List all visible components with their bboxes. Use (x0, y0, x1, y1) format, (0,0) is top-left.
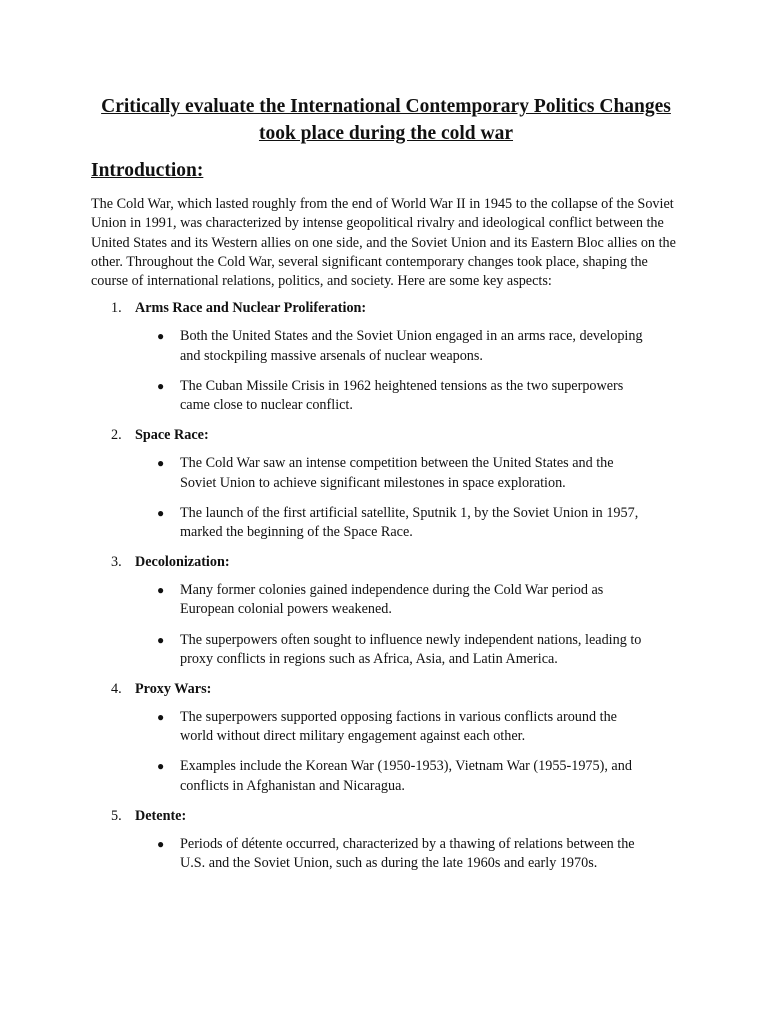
section-heading (91, 680, 681, 699)
section-number: 5. (111, 807, 122, 824)
section-label: Space Race: (135, 427, 209, 444)
bullet-dot-icon: ● (157, 505, 165, 520)
bullet-dot-icon: ● (157, 378, 165, 393)
bullet-list (91, 454, 681, 542)
bullet-dot-icon: ● (157, 329, 165, 344)
bullet-list (91, 835, 681, 873)
section-label: Proxy Wars: (135, 680, 212, 697)
section-heading (91, 426, 681, 445)
numbered-section (91, 426, 681, 542)
bullet-list (91, 708, 681, 796)
title-line-1: Critically evaluate the International Contemporary Politics Changes (101, 96, 671, 117)
section-label: Arms Race and Nuclear Proliferation: (135, 300, 367, 317)
bullet-item (91, 504, 650, 542)
document-title (91, 93, 681, 147)
bullet-dot-icon: ● (157, 456, 165, 471)
numbered-section (91, 807, 681, 873)
section-heading (91, 299, 681, 318)
bullet-text: Many former colonies gained independence during the Cold War period as European colonial powers weakened. (180, 582, 604, 618)
section-number: 2. (111, 427, 122, 444)
bullet-item (91, 631, 650, 669)
bullet-item (91, 835, 650, 873)
introduction-heading: Introduction: (91, 160, 204, 181)
bullet-dot-icon: ● (157, 836, 165, 851)
bullet-text: The Cuban Missile Crisis in 1962 heightened tensions as the two superpowers came close to nuclear conflict. (180, 377, 624, 414)
section-label: Detente: (135, 807, 187, 824)
numbered-section (91, 299, 681, 415)
bullet-dot-icon: ● (157, 709, 165, 724)
bullet-list (91, 581, 681, 669)
bullet-item (91, 581, 650, 619)
bullet-list (91, 327, 681, 415)
bullet-item (91, 377, 650, 415)
numbered-section (91, 680, 681, 796)
bullet-text: The launch of the first artificial satellite, Sputnik 1, by the Soviet Union in 1957, marked the beginning of the Space Race. (180, 504, 639, 540)
bullet-dot-icon: ● (157, 632, 165, 647)
numbered-section (91, 553, 681, 669)
bullet-text: Periods of détente occurred, characterized by a thawing of relations between the U.S. and the Soviet Union, such as during the late 1960s and early 1970s. (180, 835, 635, 871)
bullet-text: Examples include the Korean War (1950-1953), Vietnam War (1955-1975), and conflicts in Afghanistan and Nicaragua. (180, 758, 632, 794)
bullet-text: The Cold War saw an intense competition between the United States and the Soviet Union to achieve significant milestones in space exploration. (180, 455, 614, 491)
bullet-text: Both the United States and the Soviet Union engaged in an arms race, developing and stockpiling massive arsenals of nuclear weapons. (180, 328, 643, 364)
bullet-dot-icon: ● (157, 583, 165, 598)
section-number: 1. (111, 300, 122, 317)
section-number: 4. (111, 680, 122, 697)
key-aspects-list (91, 299, 681, 873)
bullet-text: The superpowers supported opposing factions in various conflicts around the world without direct military engagement against each other. (180, 708, 617, 745)
bullet-item (91, 454, 650, 492)
section-heading (91, 553, 681, 572)
introduction-paragraph: The Cold War, which lasted roughly from the end of World War II in 1945 to the collapse of the Soviet Union in 1991, was characterized by intense geopolitical rivalry and ideological conflict between the United States and its Western allies on one side, and the Soviet Union and its Eastern Bloc allies on the other. Throughout the Cold War, several significant contemporary changes took place, shaping the course of international relations, politics, and society. Here are some key aspects: (91, 196, 676, 290)
bullet-item (91, 757, 650, 795)
title-line-2: took place during the cold war (258, 123, 514, 144)
bullet-item (91, 327, 650, 365)
section-number: 3. (111, 554, 122, 571)
bullet-dot-icon: ● (157, 759, 165, 774)
bullet-text: The superpowers often sought to influence newly independent nations, leading to proxy conflicts in regions such as Africa, Asia, and Latin America. (180, 631, 642, 667)
document-page (91, 93, 681, 884)
section-label: Decolonization: (135, 554, 230, 571)
bullet-item (91, 708, 650, 746)
section-heading (91, 807, 681, 826)
